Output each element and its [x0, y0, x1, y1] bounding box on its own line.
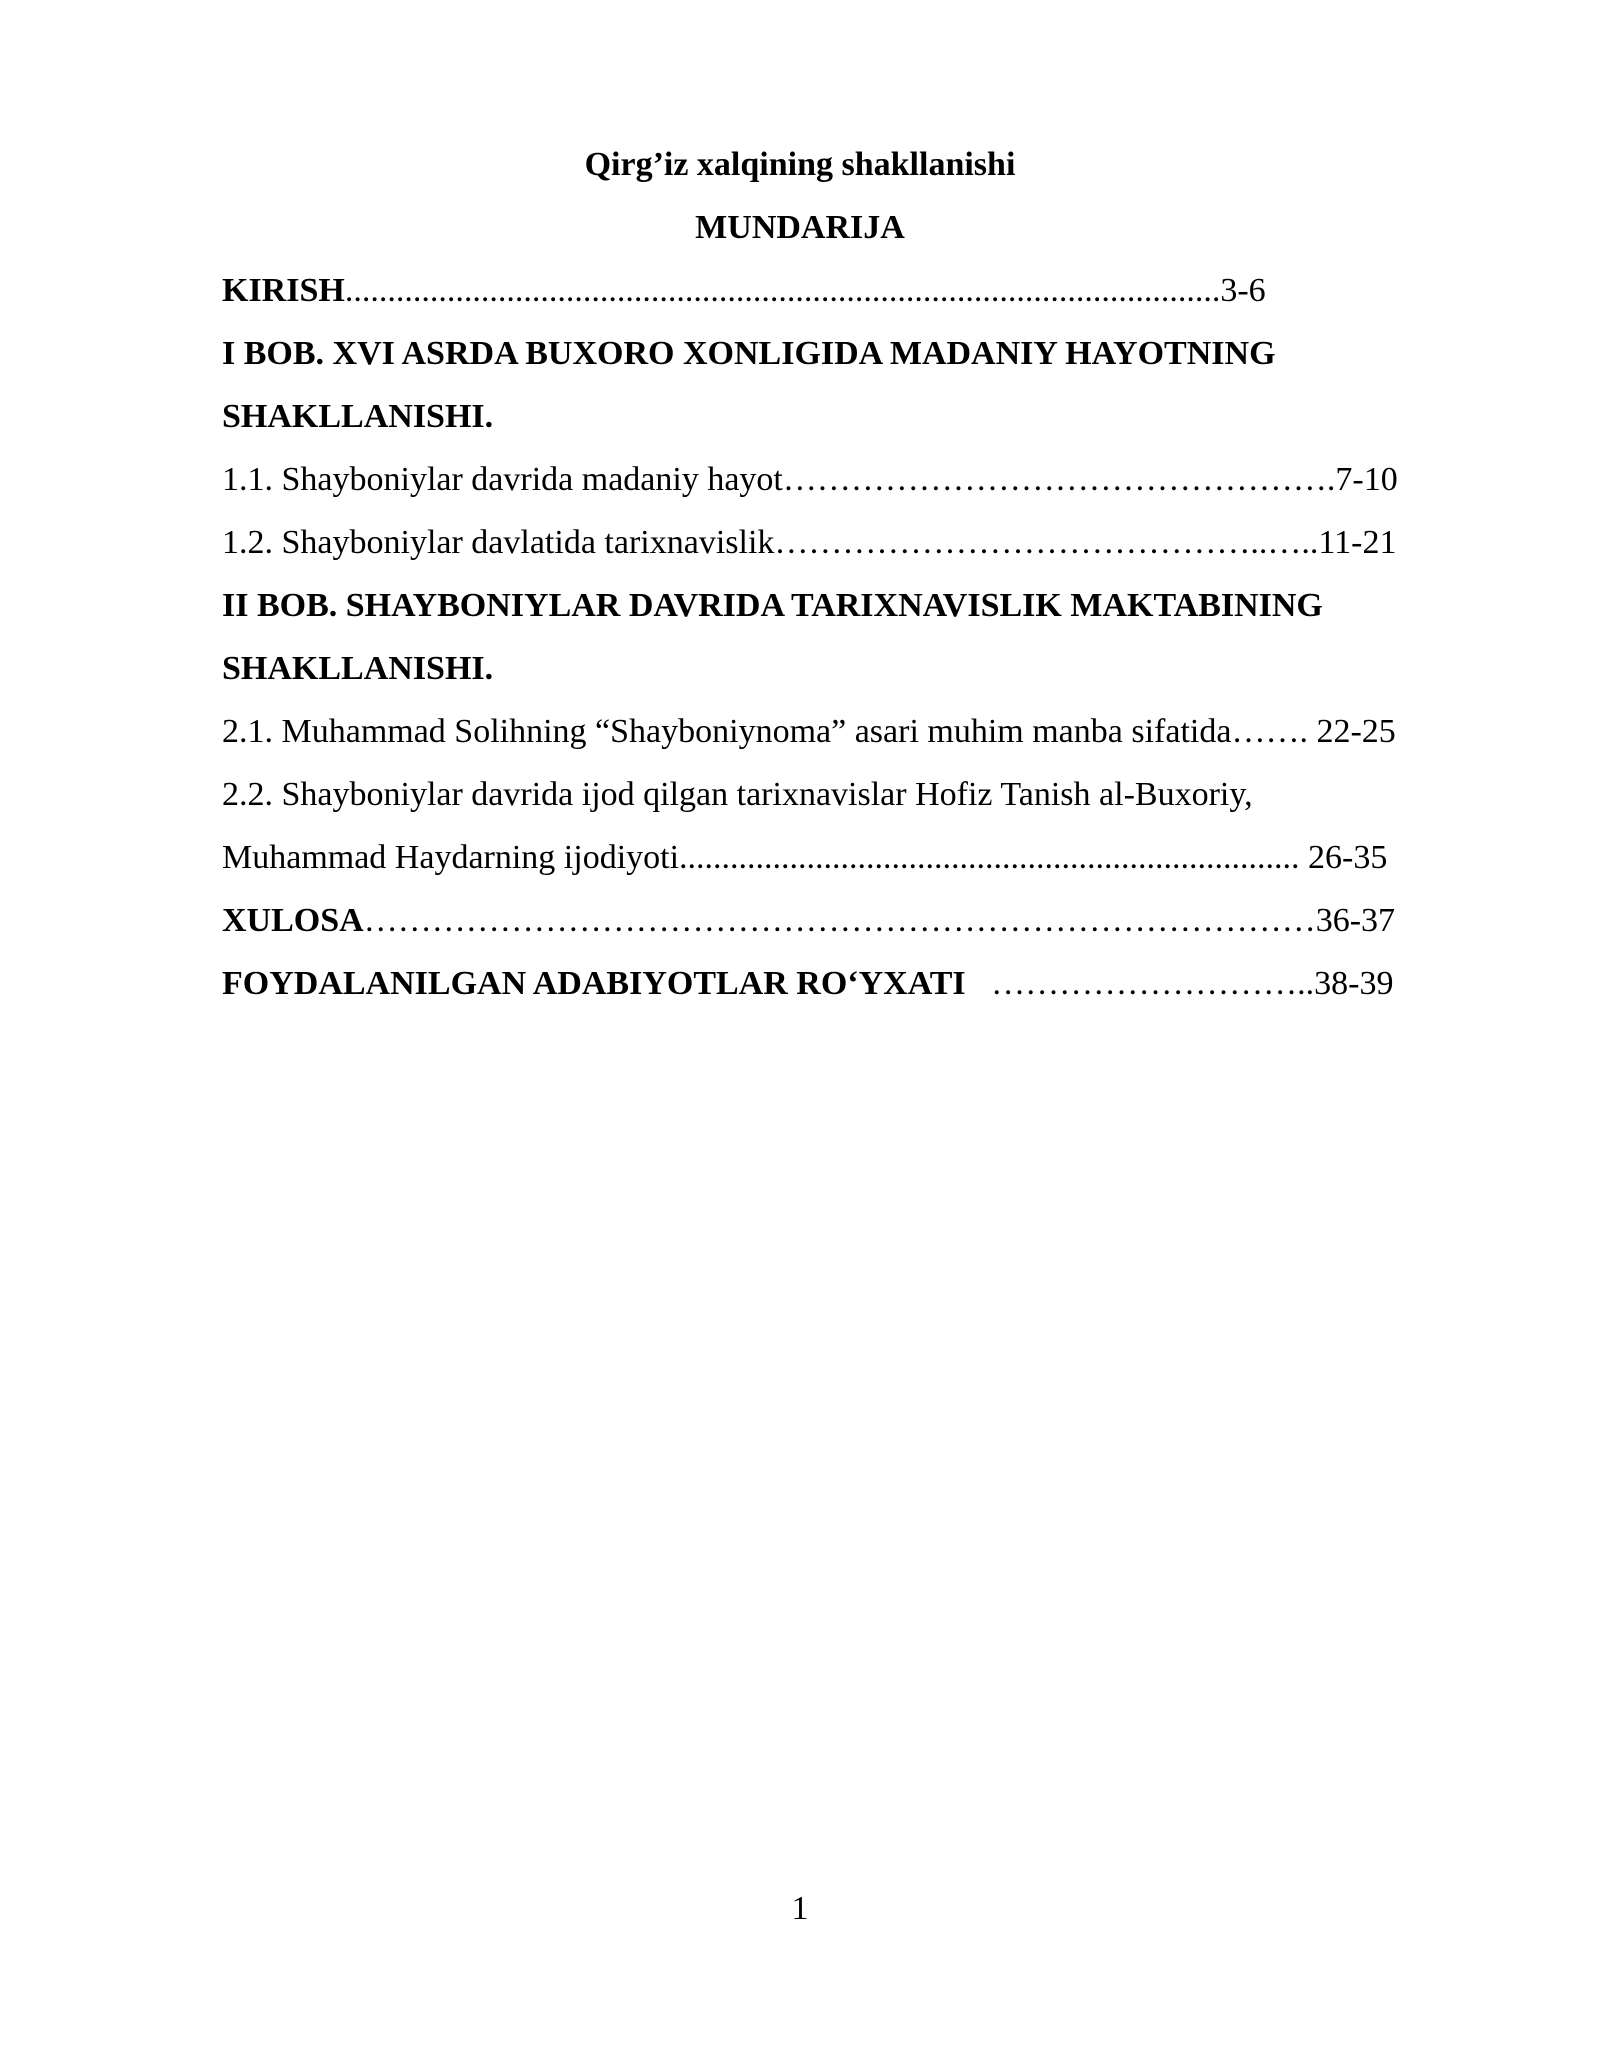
toc-entry-pages: 22-25	[1307, 713, 1396, 750]
toc-entry-title: 1.2. Shayboniylar davlatida tarixnavislik	[222, 524, 775, 561]
toc-entry-pages: 3-6	[1220, 272, 1266, 309]
toc-section-2-1[interactable]	[222, 713, 1396, 751]
toc-entry-leader: ………………………..	[965, 965, 1315, 1002]
page-number: 1	[791, 1890, 809, 1927]
document-title: Qirg’iz xalqining shakllanishi	[584, 146, 1016, 183]
toc-section-1-2[interactable]	[222, 524, 1396, 562]
toc-entry-leader: .........................................................................	[679, 839, 1300, 876]
toc-section-2-2-line2[interactable]	[222, 839, 1387, 877]
toc-entry-title: Muhammad Haydarning ijodiyoti	[222, 839, 680, 876]
toc-entry-pages: 36-37	[1315, 902, 1396, 939]
toc-chapter-2-title-line1[interactable]: II BOB. SHAYBONIYLAR DAVRIDA TARIXNAVISLIK MAKTABINING	[222, 587, 1323, 624]
toc-entry-title: FOYDALANILGAN ADABIYOTLAR RO‘YXATI	[222, 965, 966, 1002]
toc-entry-leader: .......................................................................................................	[344, 272, 1221, 309]
toc-entry-conclusion[interactable]	[222, 902, 1395, 940]
toc-entry-leader: …………………………………………………………………………	[363, 902, 1316, 939]
toc-entry-title: XULOSA	[222, 902, 364, 939]
toc-section-2-2-line1[interactable]: 2.2. Shayboniylar davrida ijod qilgan tarixnavislar Hofiz Tanish al-Buxoriy,	[222, 776, 1253, 813]
toc-chapter-2-title-line2[interactable]: SHAKLLANISHI.	[222, 650, 494, 687]
toc-entry-leader: ……………………………………..…	[774, 524, 1302, 561]
toc-entry-title: KIRISH	[222, 272, 345, 309]
toc-entry-pages: 26-35	[1299, 839, 1388, 876]
toc-section-1-1[interactable]	[222, 461, 1398, 499]
toc-entry-pages: .7-10	[1326, 461, 1398, 498]
toc-entry-introduction[interactable]	[222, 272, 1266, 310]
toc-entry-leader: …….	[1231, 713, 1308, 750]
toc-entry-title: 2.1. Muhammad Solihning “Shayboniynoma” asari muhim manba sifatida	[222, 713, 1232, 750]
toc-entry-bibliography[interactable]	[222, 965, 1393, 1003]
toc-chapter-1-title-line1[interactable]: I BOB. XVI ASRDA BUXORO XONLIGIDA MADANIY HAYOTNING	[222, 335, 1276, 372]
toc-entry-title: 1.1. Shayboniylar davrida madaniy hayot	[222, 461, 783, 498]
toc-chapter-1-title-line2[interactable]: SHAKLLANISHI.	[222, 398, 494, 435]
toc-entry-leader: …………………………………………	[782, 461, 1327, 498]
toc-entry-pages: ..11-21	[1301, 524, 1397, 561]
toc-entry-pages: 38-39	[1314, 965, 1394, 1002]
toc-heading: MUNDARIJA	[695, 209, 905, 246]
